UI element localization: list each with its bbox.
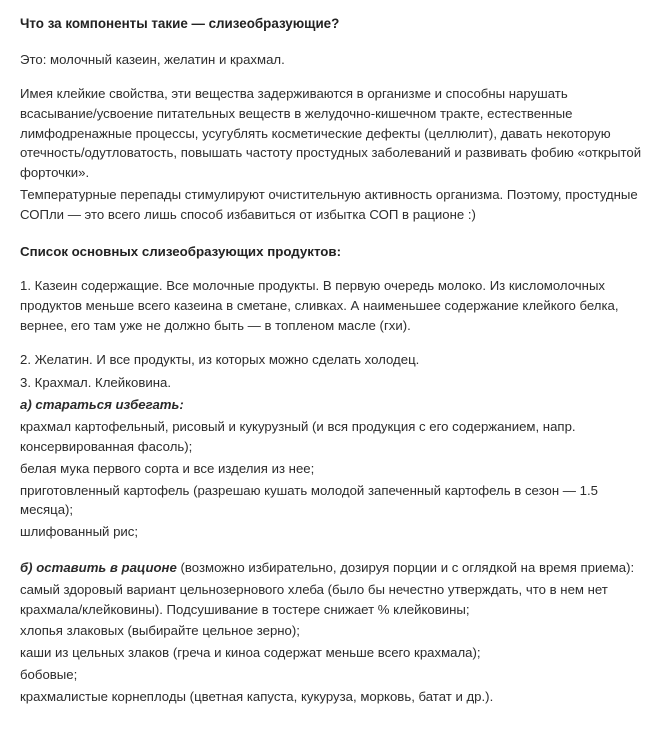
subsection-a-line-3: приготовленный картофель (разрешаю кушать молодой запеченный картофель в сезон — 1.5 месяца); xyxy=(20,482,598,518)
section-divider xyxy=(20,544,643,558)
subsection-b-line-5: крахмалистые корнеплоды (цветная капуста, кукуруза, морковь, батат и др.). xyxy=(20,688,494,704)
subsection-a-label: а) стараться избегать: xyxy=(20,397,184,413)
subsection-a-line-2: белая мука первого сорта и все изделия из нее; xyxy=(20,460,315,476)
list-heading: Список основных слизеобразующих продуктов: xyxy=(20,244,342,260)
subsection-b-label-rest: (возможно избирательно, дозируя порции и с оглядкой на время приема): xyxy=(176,559,635,575)
subsection-b-line-3: каши из цельных злаков (греча и киноа содержат меньше всего крахмала); xyxy=(20,645,481,661)
subsection-a-line-1: крахмал картофельный, рисовый и кукурузный (и вся продукция с его содержанием, напр. консервированная фасоль); xyxy=(20,419,576,454)
subsection-b-label-row xyxy=(20,558,643,578)
subsection-b-line-1: самый здоровый вариант цельнозернового хлеба (было бы нечестно утверждать, что в нем нет крахмала/клейковины). Подсушивание в тостере снижает % клейковины; xyxy=(20,581,608,617)
list-item-1: 1. Казеин содержащие. Все молочные продукты. В первую очередь молоко. Из кисломолочных продуктов меньше всего казеина в сметане, сливках. А наименьшее содержание клейкого белка, вернее, его там уже не должно быть — в топленом масле (гхи). xyxy=(20,278,619,334)
subsection-b-line-4: бобовые; xyxy=(20,666,78,682)
intro-paragraph: Это: молочный казеин, желатин и крахмал. xyxy=(20,52,285,68)
subsection-a-line-4: шлифованный рис; xyxy=(20,524,139,540)
subsection-b-line-2: хлопья злаковых (выбирайте цельное зерно); xyxy=(20,623,300,639)
list-item-3: 3. Крахмал. Клейковина. xyxy=(20,374,172,390)
body-paragraph-1: Имея клейкие свойства, эти вещества задерживаются в организме и способны нарушать всасывание/усвоение питательных веществ в желудочно-кишечном тракте, естественные лимфодренажные процессы, усугублять косметические дефекты (целлюлит), давать некоторую отечность/одутловатость, повышать частоту простудных заболеваний и развивать фобию «открытой форточки». xyxy=(20,85,642,181)
body-paragraph-2: Температурные перепады стимулируют очистительную активность организма. Поэтому, простудные СОПли — это всего лишь способ избавиться от избытка СОП в рационе :) xyxy=(20,186,638,222)
subsection-b-label: б) оставить в рационе xyxy=(20,559,177,575)
page-title: Что за компоненты такие — слизеобразующие? xyxy=(20,16,340,31)
list-item-2: 2. Желатин. И все продукты, из которых можно сделать холодец. xyxy=(20,351,420,367)
